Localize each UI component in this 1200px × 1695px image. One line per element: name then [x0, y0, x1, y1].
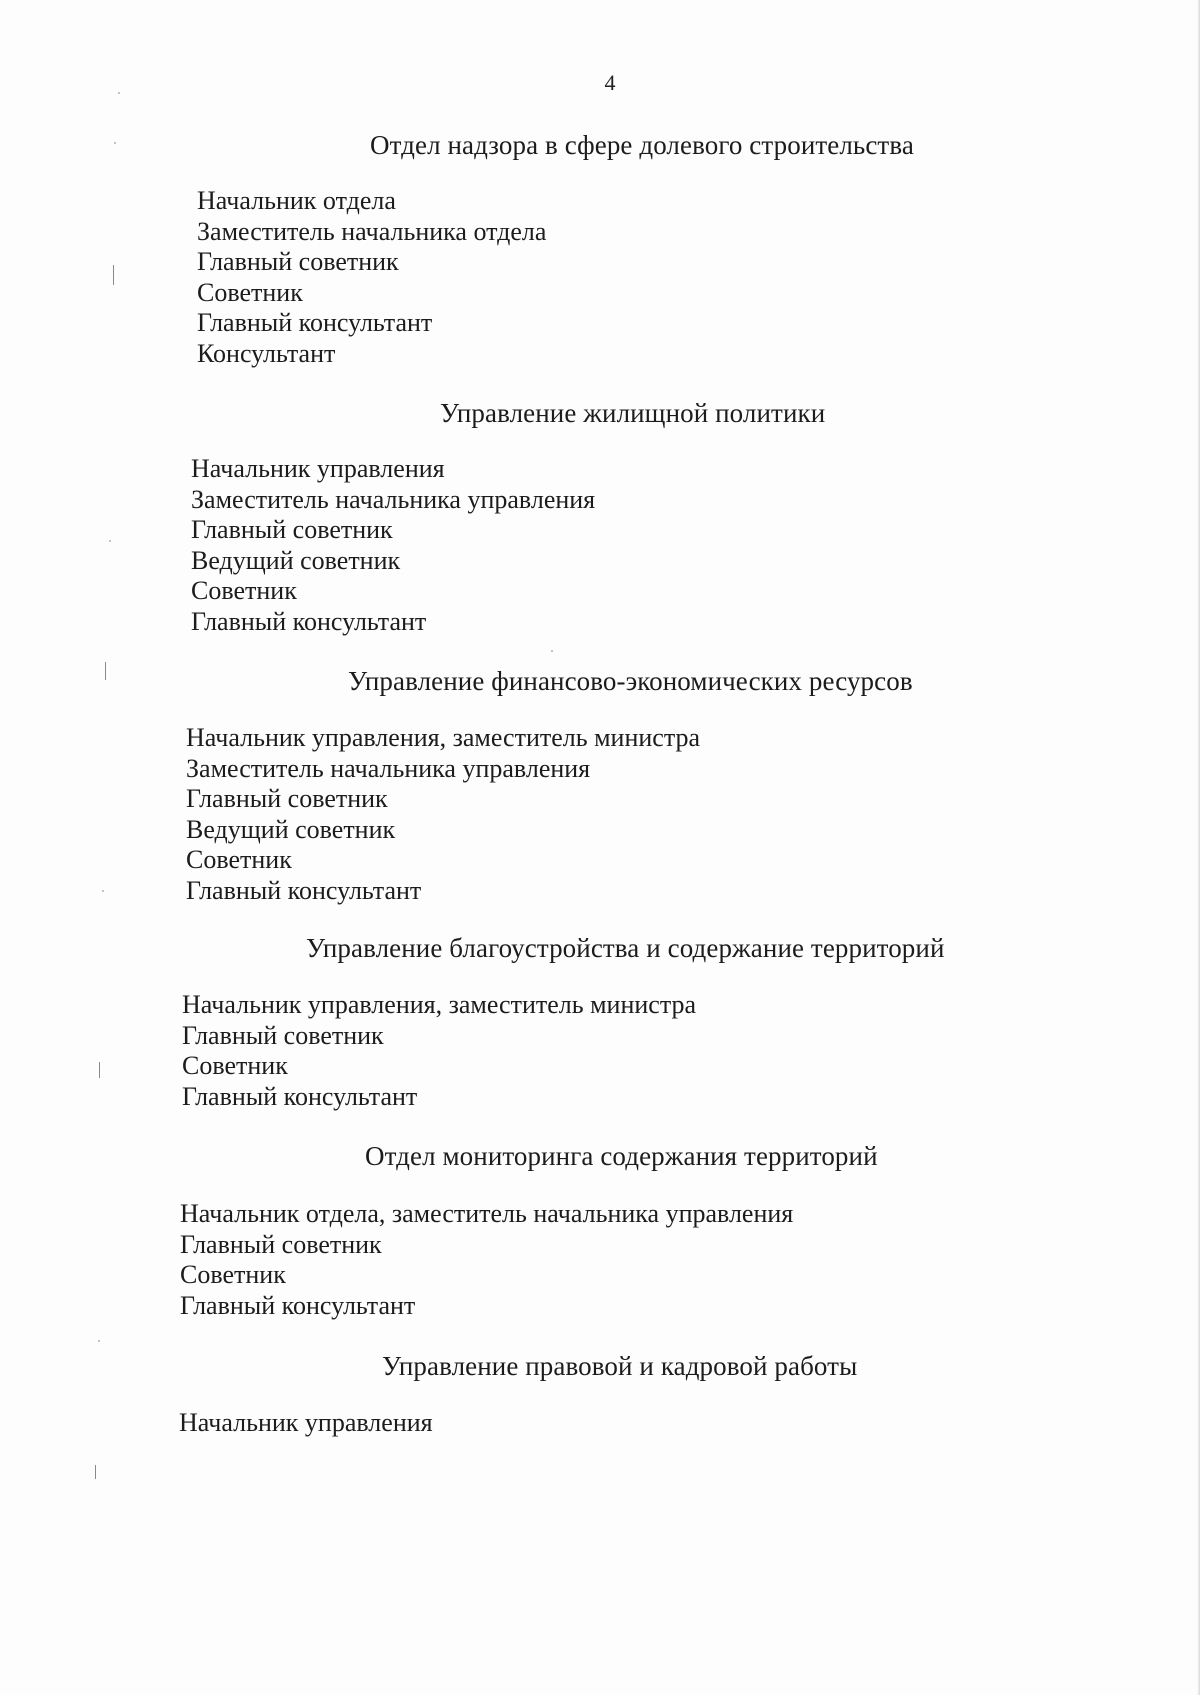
position-item: Заместитель начальника управления — [191, 484, 596, 514]
section-title: Управление правовой и кадровой работы — [382, 1351, 858, 1381]
position-item: Главный консультант — [180, 1290, 416, 1320]
position-item: Заместитель начальника управления — [186, 753, 591, 783]
position-item: Начальник управления — [191, 454, 445, 483]
position-item: Главный советник — [180, 1229, 382, 1259]
position-item: Начальник управления — [179, 1408, 433, 1437]
section-title: Управление жилищной политики — [440, 398, 826, 428]
position-item: Начальник отдела, заместитель начальника управления — [180, 1199, 794, 1228]
position-list — [186, 723, 700, 906]
position-item: Начальник управления, заместитель министра — [182, 990, 697, 1019]
section-title: Управление финансово-экономических ресурсов — [348, 666, 913, 696]
scan-artifact — [105, 662, 106, 680]
position-item: Главный консультант — [191, 606, 427, 636]
position-item: Заместитель начальника отдела — [197, 216, 547, 246]
scan-artifact — [551, 650, 553, 652]
position-list — [179, 1408, 433, 1439]
position-item: Советник — [191, 576, 297, 605]
position-item: Советник — [186, 845, 292, 874]
position-item: Консультант — [197, 338, 336, 368]
position-item: Советник — [182, 1051, 288, 1080]
scan-artifact — [98, 1340, 100, 1342]
position-list — [191, 454, 595, 637]
page-number: 4 — [604, 70, 616, 95]
scan-artifact — [99, 1062, 100, 1078]
section-title: Отдел надзора в сфере долевого строительства — [370, 130, 914, 160]
scan-artifact — [114, 142, 116, 144]
section-title: Управление благоустройства и содержание территорий — [306, 933, 945, 963]
position-list — [197, 186, 546, 369]
scan-artifact — [109, 540, 111, 542]
scan-artifact — [95, 1465, 96, 1479]
scan-artifact — [118, 92, 120, 94]
scan-artifact — [113, 265, 114, 285]
position-item: Главный советник — [197, 247, 399, 276]
position-list — [182, 990, 696, 1112]
position-item: Главный советник — [182, 1020, 384, 1050]
position-item: Начальник отдела — [197, 186, 396, 215]
position-item: Советник — [180, 1260, 286, 1289]
position-item: Ведущий советник — [191, 545, 401, 575]
position-list — [180, 1199, 793, 1321]
position-item: Советник — [197, 277, 303, 307]
position-item: Главный консультант — [197, 308, 433, 337]
position-item: Ведущий советник — [186, 814, 396, 844]
scan-artifact — [102, 890, 104, 892]
position-item: Начальник управления, заместитель министра — [186, 723, 701, 752]
position-item: Главный советник — [186, 784, 388, 813]
position-item: Главный советник — [191, 515, 393, 544]
position-item: Главный консультант — [186, 875, 422, 905]
position-item: Главный консультант — [182, 1081, 418, 1111]
section-title: Отдел мониторинга содержания территорий — [365, 1141, 878, 1171]
